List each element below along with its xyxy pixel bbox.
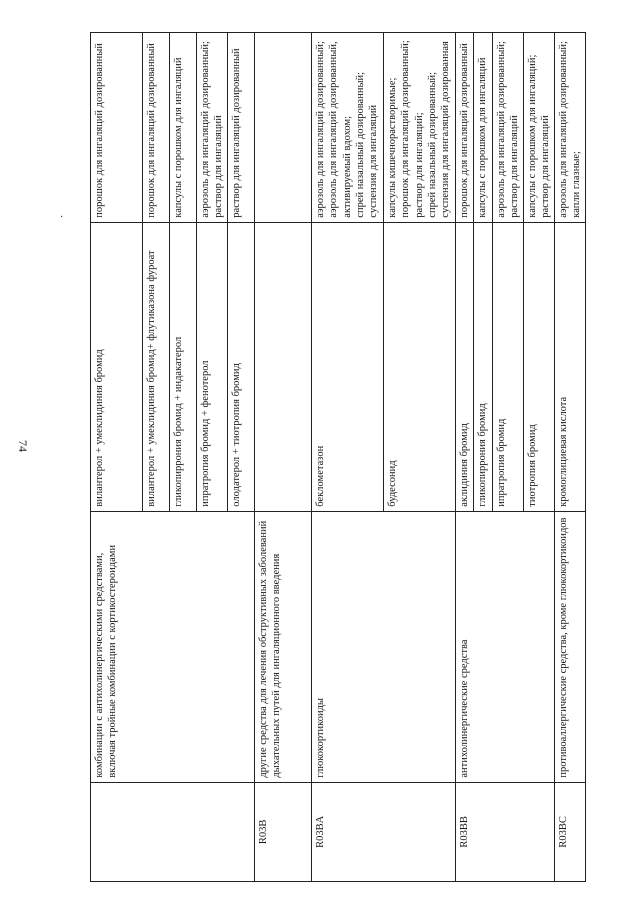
drug-name: вилантерол + умеклидиния бромид bbox=[91, 222, 143, 511]
atc-code: R03BA bbox=[312, 782, 456, 881]
drug-name: ипратропия бромид bbox=[492, 222, 523, 511]
dosage-form: аэрозоль для ингаляций дозированный; капли глазные; bbox=[555, 33, 586, 223]
group-name: антихолинергические средства bbox=[456, 511, 555, 782]
atc-code: R03BB bbox=[456, 782, 555, 881]
atc-code: R03B bbox=[255, 782, 312, 881]
dosage-form: капсулы с порошком для ингаляций bbox=[170, 33, 197, 223]
drug-name: олодатерол + тиотропия бромид bbox=[228, 222, 255, 511]
dosage-form: порошок для ингаляций дозированный bbox=[91, 33, 143, 223]
rotated-page bbox=[90, 32, 583, 882]
dosage-form: капсулы кишечнорастворимые; порошок для ингаляций дозированный; раствор для ингаляций; спрей назальный дозированный; суспензия для ингаляций дозированная bbox=[384, 33, 456, 223]
drug-name: тиотропия бромид bbox=[523, 222, 554, 511]
table-row bbox=[312, 33, 384, 882]
table-row bbox=[255, 33, 312, 882]
drug-name bbox=[255, 222, 312, 511]
atc-code: R03BC bbox=[555, 782, 586, 881]
dosage-form bbox=[255, 33, 312, 223]
table-row bbox=[555, 33, 586, 882]
drug-name: беклометазон bbox=[312, 222, 384, 511]
dosage-form: аэрозоль для ингаляций дозированный; аэрозоль для ингаляций дозированный, активируемый вдохом; спрей назальный дозированный; суспензия для ингаляций bbox=[312, 33, 384, 223]
page-number: 74 bbox=[16, 440, 30, 452]
drug-name: гликопиррония бромид + индакатерол bbox=[170, 222, 197, 511]
drug-name: вилантерол + умеклидиния бромид+ флутиказона фуроат bbox=[143, 222, 170, 511]
dosage-form: аэрозоль для ингаляций дозированный; раствор для ингаляций bbox=[492, 33, 523, 223]
group-name: другие средства для лечения обструктивных заболеваний дыхательных путей для ингаляционного введения bbox=[255, 511, 312, 782]
drug-name: гликопиррония бромид bbox=[474, 222, 492, 511]
dosage-form: порошок для ингаляций дозированный bbox=[143, 33, 170, 223]
group-name: глюкокортикоиды bbox=[312, 511, 456, 782]
table-row bbox=[456, 33, 474, 882]
drug-name: ипратропия бромид + фенотерол bbox=[197, 222, 228, 511]
drug-name: кромоглициевая кислота bbox=[555, 222, 586, 511]
drug-name: будесонид bbox=[384, 222, 456, 511]
atc-code bbox=[91, 782, 255, 881]
stray-mark: · bbox=[60, 212, 64, 223]
table-row bbox=[91, 33, 143, 882]
drug-name: аклидиния бромид bbox=[456, 222, 474, 511]
dosage-form: капсулы с порошком для ингаляций; раствор для ингаляций bbox=[523, 33, 554, 223]
drug-table bbox=[90, 32, 586, 882]
dosage-form: аэрозоль для ингаляций дозированный; раствор для ингаляций bbox=[197, 33, 228, 223]
dosage-form: порошок для ингаляций дозированный bbox=[456, 33, 474, 223]
dosage-form: капсулы с порошком для ингаляций bbox=[474, 33, 492, 223]
group-name: противоаллергические средства, кроме глюкокортикоидов bbox=[555, 511, 586, 782]
dosage-form: раствор для ингаляций дозированный bbox=[228, 33, 255, 223]
group-name: комбинации с антихолинергическими средствами, включая тройные комбинации с кортикостероидами bbox=[91, 511, 255, 782]
